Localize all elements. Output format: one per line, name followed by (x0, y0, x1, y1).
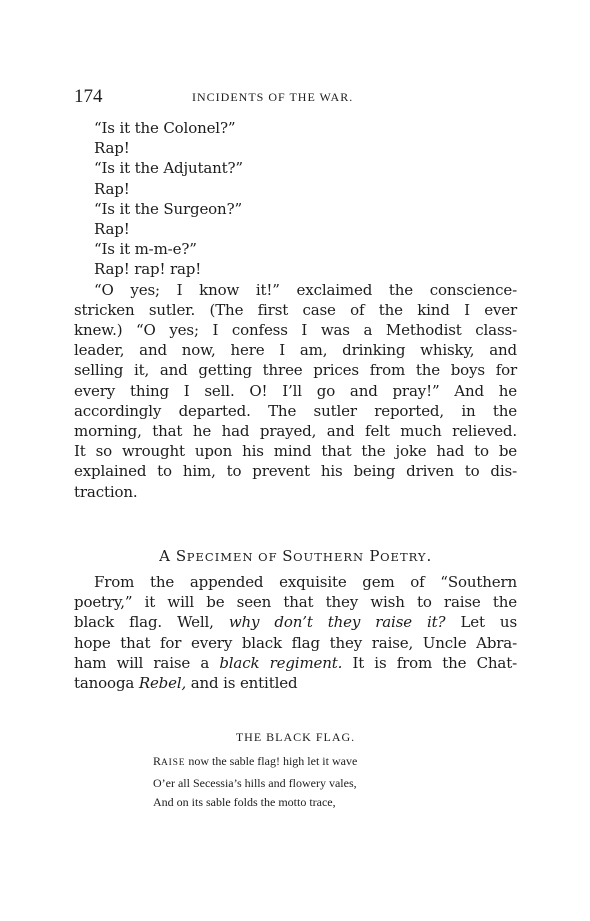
italic-run: why don’t they raise it? (228, 613, 446, 632)
heading-part: A (159, 547, 176, 565)
paragraph-line: “O yes; I know it!” exclaimed the conscience- (94, 280, 517, 299)
second-paragraph (74, 572, 517, 693)
heading-part: P (364, 547, 381, 565)
poem-line (153, 752, 357, 774)
dialogue-line: Rap! rap! rap! (94, 260, 202, 279)
heading-part: OETRY (380, 550, 427, 564)
paragraph-line: every thing I sell. O! I’ll go and pray!” And he (74, 381, 517, 400)
poem-block (153, 752, 357, 813)
page-header (74, 86, 514, 108)
text-run: and is entitled (186, 674, 298, 693)
dialogue-line: “Is it the Adjutant?” (94, 159, 243, 178)
paragraph-line (74, 673, 517, 693)
poem-title: THE BLACK FLAG. (235, 730, 356, 744)
dialogue-line: “Is it m-m-e?” (94, 240, 197, 259)
dialogue-line: Rap! (94, 220, 130, 239)
heading-part: S (282, 547, 294, 565)
page-number: 174 (74, 86, 103, 107)
heading-part: OUTHERN (293, 550, 365, 564)
poem-line: O’er all Secessia’s hills and flowery vales, (153, 775, 357, 790)
dialogue-line: Rap! (94, 139, 130, 158)
italic-run: black regiment. (219, 653, 343, 672)
paragraph-line: knew.) “O yes; I confess I was a Methodist class- (74, 321, 517, 340)
paragraph-line: poetry,” it will be seen that they wish to raise the (74, 593, 517, 612)
paragraph-line: From the appended exquisite gem of “Southern (94, 573, 517, 591)
dialogue-line: Rap! (94, 179, 130, 198)
paragraph-line (74, 653, 517, 673)
paragraph-line: accordingly departed. The sutler reported, in the (74, 401, 517, 420)
main-text-block (74, 118, 517, 502)
section-heading (74, 547, 517, 565)
paragraph-line: It so wrought upon his mind that the joke had to be (74, 442, 517, 461)
poem-line: And on its sable folds the motto trace, (153, 795, 336, 809)
paragraph-line: selling it, and getting three prices from the boys for (74, 361, 517, 380)
heading-part: S (175, 547, 187, 565)
text-run: tanooga (74, 674, 139, 693)
text-run: black flag. Well, (74, 613, 229, 632)
text-run: AISE (161, 758, 186, 768)
dialogue-line: “Is it the Colonel?” (94, 119, 236, 137)
italic-run: Rebel, (138, 674, 187, 693)
heading-part: . (426, 547, 432, 565)
paragraph-line (74, 612, 517, 632)
text-run: R (153, 754, 162, 768)
text-run: ham will raise a (74, 653, 220, 672)
text-run: Let us (445, 613, 517, 632)
paragraph-line: hope that for every black flag they raise, Uncle Abra- (74, 633, 517, 652)
paragraph-line: leader, and now, here I am, drinking whisky, and (74, 341, 517, 360)
paragraph-line: traction. (74, 482, 138, 501)
running-head: INCIDENTS OF THE WAR. (192, 90, 354, 104)
heading-part: PECIMEN (186, 550, 254, 564)
text-run: now the sable flag! high let it wave (185, 754, 358, 768)
text-run: It is from the Chat- (342, 653, 518, 672)
paragraph-line: explained to him, to prevent his being driven to dis- (74, 462, 517, 481)
heading-part: OF (253, 550, 283, 564)
paragraph-line: stricken sutler. (The first case of the kind I ever (74, 300, 517, 319)
paragraph-line: morning, that he had prayed, and felt much relieved. (74, 422, 517, 441)
dialogue-line: “Is it the Surgeon?” (94, 199, 242, 218)
